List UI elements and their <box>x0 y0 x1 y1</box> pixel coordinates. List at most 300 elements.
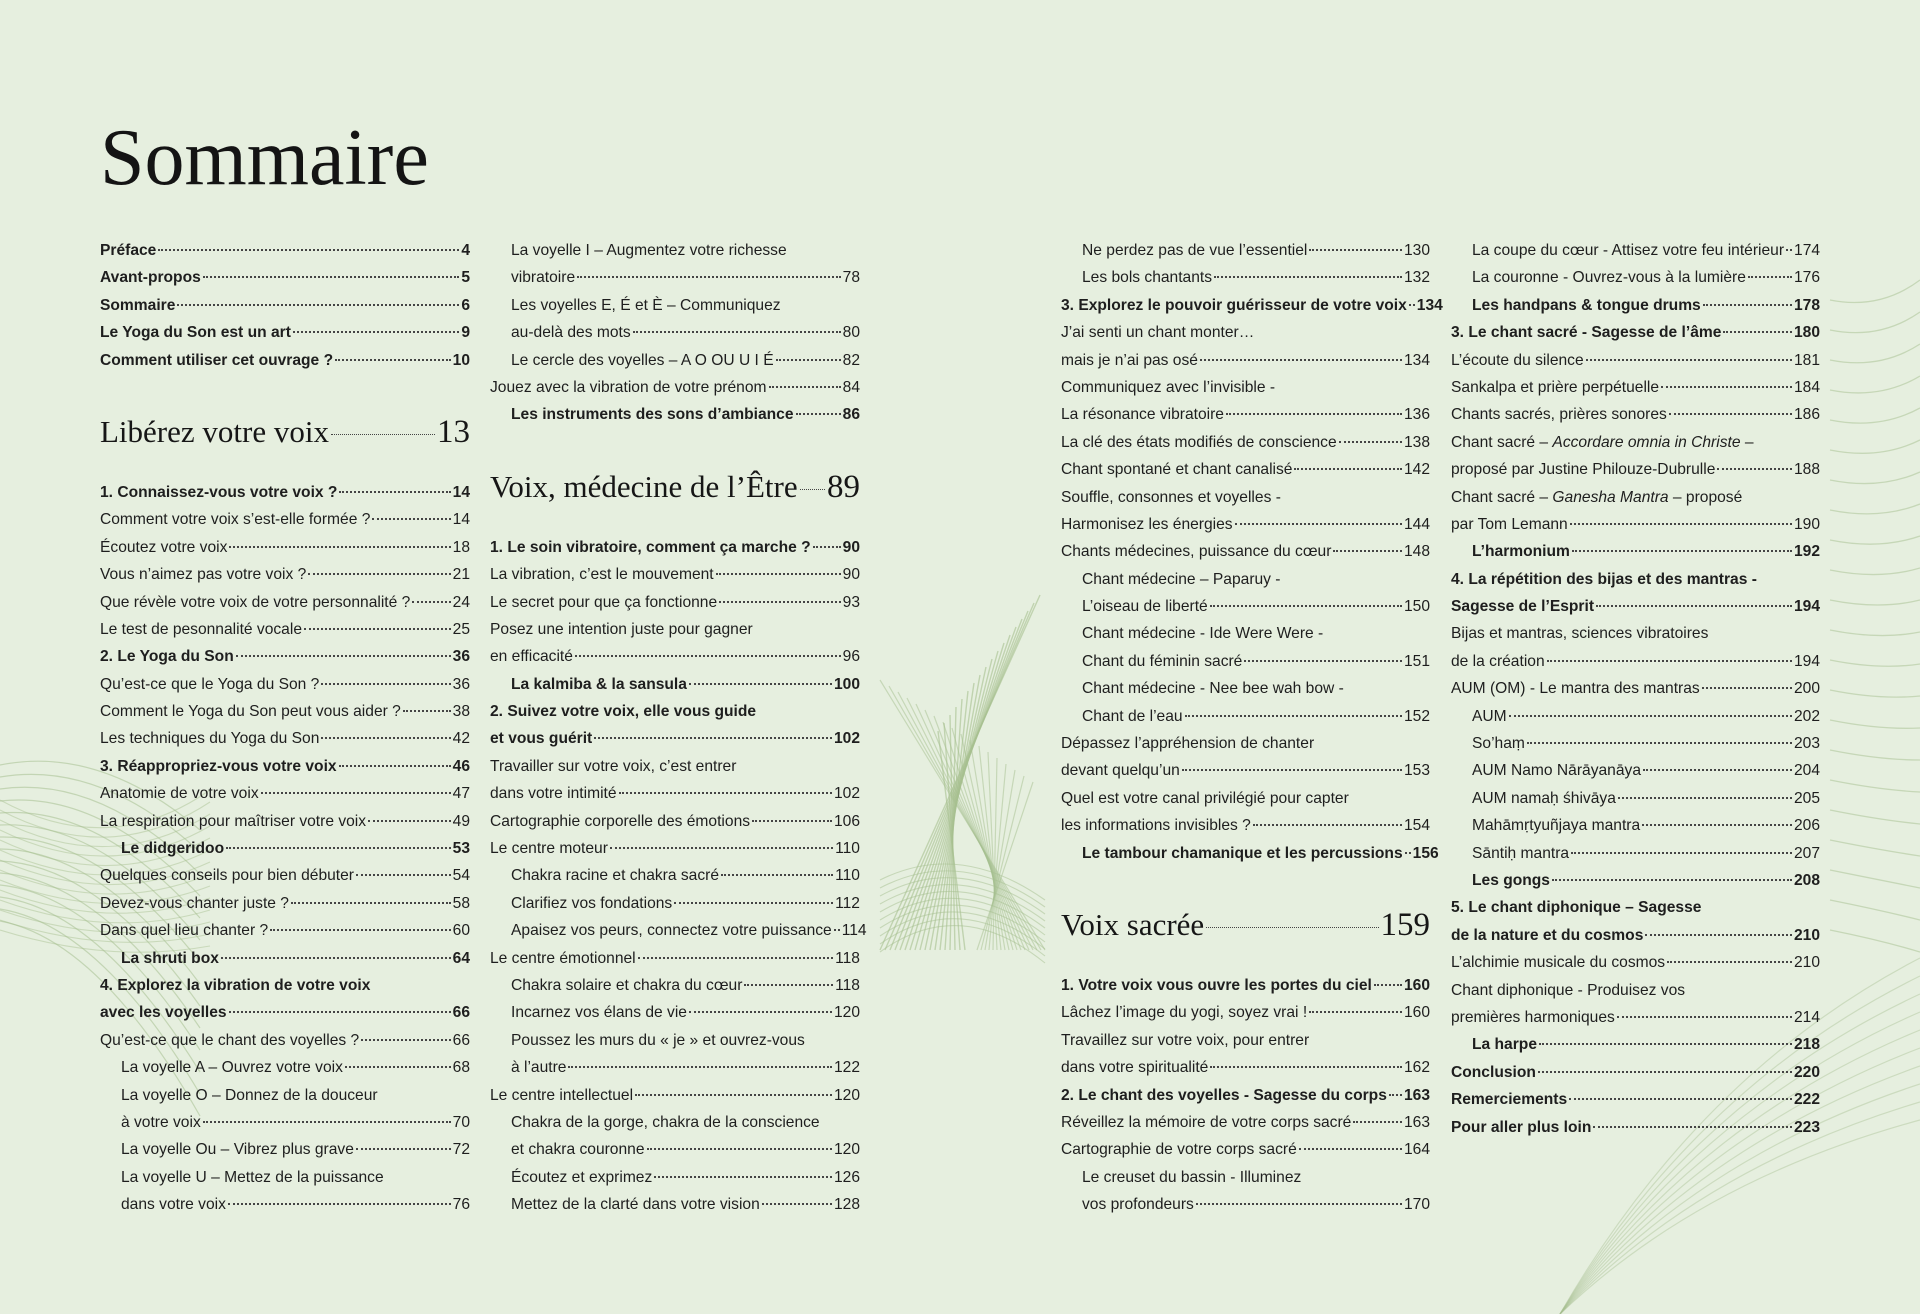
toc-entry-title: Cartographie de votre corps sacré <box>1061 1141 1297 1159</box>
toc-entry <box>100 1027 470 1054</box>
toc-entry-title: 2. Suivez votre voix, elle vous guide <box>490 703 757 721</box>
toc-entry-title: premières harmoniques <box>1451 1008 1615 1026</box>
leader-dots <box>1617 1016 1792 1018</box>
toc-entry <box>100 479 470 506</box>
toc-entry-title: Le Yoga du Son est un art <box>100 324 291 342</box>
toc-entry <box>1061 1054 1430 1081</box>
toc-entry <box>1451 511 1820 538</box>
toc-entry <box>1061 593 1430 620</box>
toc-entry <box>100 506 470 533</box>
toc-entry <box>1061 511 1430 538</box>
toc-entry <box>1451 593 1820 620</box>
toc-entry-page: 118 <box>835 976 860 994</box>
toc-entry <box>1451 484 1820 511</box>
leader-dots <box>177 304 459 306</box>
toc-entry-page: 25 <box>452 620 470 638</box>
toc-entry-page: 184 <box>1793 378 1820 396</box>
toc-entry-title: L’alchimie musicale du cosmos <box>1451 954 1666 972</box>
toc-entry-page: 96 <box>842 648 860 666</box>
toc-entry-page: 174 <box>1794 242 1821 259</box>
toc-entry <box>490 534 860 561</box>
toc-entry <box>100 808 470 835</box>
toc-entry-title: par Tom Lemann <box>1451 515 1568 533</box>
toc-entry-page: 138 <box>1403 433 1430 451</box>
toc-entry <box>1061 456 1430 483</box>
toc-entry <box>490 1027 860 1054</box>
toc-entry <box>1451 401 1820 428</box>
leader-dots <box>1299 1148 1402 1150</box>
toc-entry <box>1451 292 1820 319</box>
leader-dots <box>1200 359 1402 361</box>
ornament-curve <box>1830 376 1920 393</box>
ornament-curve <box>1830 312 1920 333</box>
toc-entry <box>490 319 860 346</box>
toc-entry-page: 148 <box>1403 543 1430 561</box>
toc-entry-page: 203 <box>1793 735 1820 753</box>
toc-entry-page: 120 <box>833 1141 860 1159</box>
toc-entry <box>490 292 860 319</box>
toc-entry <box>100 237 470 264</box>
toc-entry-title: Les bols chantants <box>1082 269 1213 287</box>
toc-entry-title: Harmonisez les énergies <box>1061 515 1233 533</box>
toc-entry-page: 114 <box>841 922 867 940</box>
toc-entry-title: Cartographie corporelle des émotions <box>490 812 751 830</box>
ornament-curve <box>1830 536 1920 544</box>
toc-entry <box>490 972 860 999</box>
toc-entry <box>1061 812 1430 839</box>
leader-dots <box>1509 715 1792 717</box>
toc-entry <box>490 999 860 1026</box>
toc-entry-page: 64 <box>452 949 470 967</box>
leader-dots <box>1642 824 1792 826</box>
toc-entry-title: La résonance vibratoire <box>1061 406 1224 424</box>
toc-entry-page: 90 <box>842 566 860 584</box>
ornament-curve <box>1830 280 1920 303</box>
leader-dots <box>568 1066 831 1068</box>
toc-section-3-entries <box>1061 972 1430 1219</box>
leader-dots <box>1570 523 1792 525</box>
leader-dots <box>293 331 459 333</box>
toc-entry-page: 4 <box>461 242 470 259</box>
toc-entry-page: 163 <box>1403 1086 1430 1104</box>
toc-entry <box>490 401 860 428</box>
toc-section-3-entries-continued <box>1451 237 1820 1141</box>
toc-entry <box>100 1136 470 1163</box>
toc-entry-title: J’ai senti un chant monter… <box>1061 324 1255 342</box>
toc-entry <box>100 1191 470 1218</box>
leader-dots <box>412 601 450 603</box>
toc-entry-title: Chant médecine - Ide Were Were - <box>1082 625 1324 643</box>
leader-dots <box>719 601 841 603</box>
toc-entry-title: Le centre émotionnel <box>490 949 636 967</box>
toc-entry <box>1061 620 1430 647</box>
ornament-curve <box>1830 930 1920 952</box>
toc-entry-page: 86 <box>842 406 860 424</box>
ornament-line <box>961 734 1009 950</box>
toc-entry-title: L’oiseau de liberté <box>1082 598 1208 616</box>
toc-entry-title: Dépassez l’appréhension de chanter <box>1061 735 1315 753</box>
toc-entry-page: 10 <box>452 351 470 369</box>
leader-dots <box>1723 331 1792 333</box>
leader-dots <box>1409 304 1415 306</box>
toc-entry <box>100 1054 470 1081</box>
leader-dots <box>1333 550 1402 552</box>
toc-entry <box>1451 977 1820 1004</box>
ornament-line <box>880 680 1045 950</box>
toc-entry <box>490 643 860 670</box>
toc-entry-title: La coupe du cœur - Attisez votre feu intérieur <box>1472 242 1785 259</box>
toc-entry <box>490 1191 860 1218</box>
toc-entry-page: 118 <box>835 949 860 967</box>
toc-entry-title: vibratoire <box>511 269 576 287</box>
toc-entry-title: Dans quel lieu chanter ? <box>100 922 269 940</box>
toc-entry <box>100 292 470 319</box>
leader-dots <box>594 737 832 739</box>
toc-entry <box>100 1082 470 1109</box>
leader-dots <box>226 847 451 849</box>
toc-entry <box>1061 1191 1430 1218</box>
leader-dots <box>721 874 833 876</box>
toc-entry-title: les informations invisibles ? <box>1061 817 1251 835</box>
toc-entry-page: 93 <box>842 593 860 611</box>
toc-entry <box>1451 1004 1820 1031</box>
toc-entry <box>1061 1164 1430 1191</box>
leader-dots <box>1226 413 1402 415</box>
toc-entry-page: 218 <box>1793 1036 1820 1054</box>
toc-entry-title: Que révèle votre voix de votre personnalité ? <box>100 593 411 611</box>
toc-entry-title: et chakra couronne <box>511 1141 645 1159</box>
section-heading: Libérez votre voix 13 <box>100 413 470 450</box>
leader-dots <box>654 1176 832 1178</box>
leader-dots <box>1717 468 1792 470</box>
toc-entry-title: Le centre intellectuel <box>490 1086 634 1104</box>
toc-entry <box>490 725 860 752</box>
toc-entry <box>490 561 860 588</box>
toc-entry-page: 153 <box>1403 762 1430 780</box>
toc-entry-title: avec les voyelles <box>100 1004 227 1022</box>
leader-dots <box>577 276 841 278</box>
leader-dots <box>372 518 450 520</box>
toc-entry-page: 210 <box>1793 926 1820 944</box>
toc-entry-page: 38 <box>452 703 470 721</box>
toc-entry-title: Chant de l’eau <box>1082 707 1183 725</box>
toc-entry-title: dans votre spiritualité <box>1061 1059 1209 1077</box>
leader-dots <box>1569 1098 1792 1100</box>
toc-entry-page: 47 <box>452 785 470 803</box>
toc-entry-title: Mettez de la clarté dans votre vision <box>511 1196 760 1214</box>
toc-entry <box>490 890 860 917</box>
toc-entry-page: 46 <box>452 757 470 775</box>
toc-entry-title: Incarnez vos élans de vie <box>511 1004 687 1022</box>
ornament-curve <box>1830 568 1920 575</box>
toc-entry-page: 6 <box>461 296 470 314</box>
toc-entry <box>1061 648 1430 675</box>
toc-entry <box>100 1109 470 1136</box>
toc-column-3 <box>1061 237 1443 1219</box>
toc-entry-page: 76 <box>452 1196 470 1214</box>
toc-entry-title: 5. Le chant diphonique – Sagesse <box>1451 899 1702 917</box>
ornament-curve <box>1830 900 1920 920</box>
toc-entry-page: 78 <box>842 269 860 287</box>
toc-entry <box>100 616 470 643</box>
toc-entry-title: Pour aller plus loin <box>1451 1118 1592 1136</box>
leader-dots <box>689 1011 832 1013</box>
leader-dots <box>1235 523 1402 525</box>
leader-dots <box>270 929 450 931</box>
toc-entry-title: Chant médecine - Nee bee wah bow - <box>1082 680 1344 698</box>
toc-entry <box>1451 237 1820 264</box>
page-title: Sommaire <box>100 114 429 202</box>
leader-dots <box>339 491 450 493</box>
toc-entry-title: Chakra racine et chakra sacré <box>511 867 720 885</box>
toc-entry-page: 132 <box>1403 269 1430 287</box>
toc-entry-title: Conclusion <box>1451 1063 1536 1081</box>
toc-entry <box>100 264 470 291</box>
toc-entry-title: AUM Namo Nārāyanāya <box>1472 762 1641 780</box>
toc-entry <box>100 561 470 588</box>
toc-entry-page: 136 <box>1403 406 1430 424</box>
toc-entry-title: Le cercle des voyelles – A O OU U I É <box>511 351 774 369</box>
leader-dots <box>361 1039 450 1041</box>
leader-dots <box>1645 934 1792 936</box>
toc-entry-page: 181 <box>1793 351 1820 369</box>
toc-entry-page: 120 <box>833 1004 860 1022</box>
toc-entry-page: 194 <box>1793 598 1820 616</box>
toc-entry-page: 210 <box>1793 954 1820 972</box>
leader-dots <box>1538 1071 1792 1073</box>
toc-entry <box>1451 1114 1820 1141</box>
toc-entry <box>490 347 860 374</box>
toc-entry <box>100 1164 470 1191</box>
toc-entry-title: Communiquez avec l’invisible - <box>1061 378 1276 396</box>
toc-entry-title: de la nature et du cosmos <box>1451 926 1644 944</box>
toc-entry <box>100 319 470 346</box>
toc-entry <box>100 698 470 725</box>
toc-entry-title: Bijas et mantras, sciences vibratoires <box>1451 625 1709 643</box>
toc-entry <box>100 890 470 917</box>
leader-dots <box>1196 1203 1402 1205</box>
leader-dots <box>674 902 833 904</box>
toc-entry-title: Les handpans & tongue drums <box>1472 296 1701 314</box>
toc-entry <box>100 347 470 374</box>
leader-dots <box>647 1148 832 1150</box>
toc-entry-title: Qu’est-ce que le chant des voyelles ? <box>100 1031 360 1049</box>
toc-entry <box>1451 840 1820 867</box>
toc-entry <box>1451 730 1820 757</box>
toc-entry-title: Chakra solaire et chakra du cœur <box>511 976 743 994</box>
toc-entry-title: Le creuset du bassin - Illuminez <box>1082 1168 1302 1186</box>
toc-entry <box>100 972 470 999</box>
toc-entry-title: Sāntiḥ mantra <box>1472 844 1570 862</box>
toc-entry <box>1451 757 1820 784</box>
toc-entry-page: 204 <box>1793 762 1820 780</box>
leader-dots <box>1667 961 1792 963</box>
toc-entry-page: 152 <box>1403 707 1430 725</box>
toc-entry-title: La voyelle A – Ouvrez votre voix <box>121 1059 343 1077</box>
leader-dots <box>236 655 451 657</box>
toc-entry <box>490 780 860 807</box>
toc-entry-page: 9 <box>461 324 470 342</box>
toc-section-1-entries <box>100 479 470 1219</box>
leader-dots <box>321 737 450 739</box>
leader-dots <box>1786 249 1792 251</box>
toc-entry <box>1451 264 1820 291</box>
toc-entry-title: La harpe <box>1472 1036 1537 1054</box>
toc-entry-page: 134 <box>1403 351 1430 369</box>
leader-dots <box>203 1121 451 1123</box>
toc-entry-page: 36 <box>452 648 470 666</box>
toc-entry <box>100 999 470 1026</box>
toc-entry-title: L’harmonium <box>1472 543 1570 561</box>
ornament-curve <box>1830 660 1920 666</box>
leader-dots <box>619 792 832 794</box>
toc-entry-title: Remerciements <box>1451 1091 1568 1109</box>
toc-entry-title: vos profondeurs <box>1082 1196 1194 1214</box>
ornament-curve <box>880 871 1045 907</box>
toc-section-1-entries-continued <box>490 237 860 429</box>
toc-entry-page: 36 <box>452 675 470 693</box>
leader-dots <box>1353 1121 1402 1123</box>
toc-entry-title-continued: – proposé <box>1668 488 1743 506</box>
toc-entry-title: La voyelle Ou – Vibrez plus grave <box>121 1141 354 1159</box>
toc-entry-page: 72 <box>452 1141 470 1159</box>
toc-entry-title: Les gongs <box>1472 871 1550 889</box>
toc-entry-title: Chant sacré – <box>1451 433 1553 451</box>
leader-dots <box>1703 304 1792 306</box>
toc-entry-page: 160 <box>1403 1004 1430 1022</box>
toc-entry-title: Poussez les murs du « je » et ouvrez-vous <box>511 1031 805 1049</box>
toc-entry-page: 163 <box>1403 1113 1430 1131</box>
toc-column-1 <box>100 237 470 1219</box>
toc-entry-title: 1. Votre voix vous ouvre les portes du ciel <box>1061 976 1372 994</box>
toc-column-2 <box>490 237 867 1219</box>
toc-entry-page: 58 <box>452 894 470 912</box>
leader-dots <box>403 710 451 712</box>
toc-entry <box>1451 812 1820 839</box>
leader-dots <box>1244 660 1402 662</box>
toc-entry-italic-title: Ganesha Mantra <box>1552 488 1669 506</box>
toc-entry-title: 3. Réappropriez-vous votre voix <box>100 757 337 775</box>
toc-entry-title: Lâchez l’image du yogi, soyez vrai ! <box>1061 1004 1308 1022</box>
leader-dots <box>291 902 451 904</box>
toc-entry <box>100 780 470 807</box>
toc-entry-title: Posez une intention juste pour gagner <box>490 620 753 638</box>
toc-entry <box>490 698 860 725</box>
toc-entry-page: 180 <box>1793 324 1820 342</box>
ornament-curve <box>1830 440 1920 453</box>
toc-entry-title: So’haṃ <box>1472 735 1525 753</box>
toc-entry <box>1061 1027 1430 1054</box>
leader-dots <box>716 573 841 575</box>
toc-entry-page: 102 <box>833 785 860 803</box>
toc-entry-page: 100 <box>833 675 860 693</box>
toc-entry <box>490 917 867 944</box>
toc-entry-title: Apaisez vos peurs, connectez votre puissance <box>511 922 832 940</box>
leader-dots <box>633 331 841 333</box>
toc-entry-page: 66 <box>452 1031 470 1049</box>
ornament-curve <box>1830 600 1920 605</box>
toc-entry <box>1061 730 1430 757</box>
leader-dots <box>1552 879 1792 881</box>
toc-entry <box>1061 757 1430 784</box>
toc-entry <box>490 374 860 401</box>
toc-entry-title: Ne perdez pas de vue l’essentiel <box>1082 242 1308 259</box>
toc-entry <box>100 835 470 862</box>
leader-dots <box>1309 249 1402 251</box>
ornament-curve <box>1830 720 1920 728</box>
toc-entry-title: Comment utiliser cet ouvrage ? <box>100 351 334 369</box>
toc-entry-title: mais je n’ai pas osé <box>1061 351 1198 369</box>
toc-entry-page: 142 <box>1403 461 1430 479</box>
toc-entry <box>1061 972 1430 999</box>
leader-dots <box>752 820 832 822</box>
toc-entry-page: 151 <box>1403 652 1430 670</box>
ornament-curve <box>1830 780 1920 792</box>
leader-dots <box>1339 441 1402 443</box>
ornament-curve <box>1560 1120 1920 1314</box>
toc-entry-title: Préface <box>100 242 157 259</box>
toc-entry-title: Mahāmṛtyuñjaya mantra <box>1472 817 1641 835</box>
toc-entry-title: Le test de pesonnalité vocale <box>100 620 302 638</box>
leader-dots <box>1748 276 1792 278</box>
toc-entry-title: La respiration pour maîtriser votre voix <box>100 812 367 830</box>
leader-dots <box>1596 605 1792 607</box>
toc-entry-page: 150 <box>1403 598 1430 616</box>
toc-entry-title: 3. Le chant sacré - Sagesse de l’âme <box>1451 324 1722 342</box>
toc-entry-page: 60 <box>452 922 470 940</box>
toc-entry <box>1451 429 1820 456</box>
toc-entry-page: 130 <box>1403 242 1430 259</box>
toc-entry-page: 90 <box>842 538 860 556</box>
toc-entry-title: 2. Le Yoga du Son <box>100 648 234 666</box>
toc-entry <box>100 671 470 698</box>
toc-entry-italic-title: Accordare omnia in Christe <box>1552 433 1741 451</box>
ornament-curve <box>1830 504 1920 514</box>
toc-entry-page: 192 <box>1793 543 1820 561</box>
leader-dots <box>158 249 459 251</box>
toc-entry-title: dans votre voix <box>121 1196 226 1214</box>
toc-entry <box>1451 867 1820 894</box>
toc-entry-title: 1. Le soin vibratoire, comment ça marche ? <box>490 538 811 556</box>
toc-entry-title: de la création <box>1451 652 1545 670</box>
toc-entry <box>100 725 470 752</box>
toc-entry <box>1451 648 1820 675</box>
toc-entry-title: Quelques conseils pour bien débuter <box>100 867 354 885</box>
toc-entry-title: La voyelle O – Donnez de la douceur <box>121 1086 378 1104</box>
toc-entry <box>490 753 860 780</box>
toc-entry <box>100 753 470 780</box>
toc-entry <box>1061 1082 1430 1109</box>
toc-entry-page: 102 <box>833 730 860 748</box>
toc-entry-page: 200 <box>1793 680 1820 698</box>
toc-entry-page: 128 <box>833 1196 860 1214</box>
toc-entry <box>100 643 470 670</box>
toc-entry-title: Écoutez votre voix <box>100 538 228 556</box>
leader-dots <box>813 546 841 548</box>
toc-entry <box>1061 1136 1430 1163</box>
toc-entry-title: et vous guérit <box>490 730 593 748</box>
toc-entry-page: 14 <box>452 483 470 501</box>
toc-entry <box>1451 922 1820 949</box>
toc-entry <box>1061 538 1430 565</box>
leader-dots <box>1294 468 1401 470</box>
leader-dots <box>575 655 841 657</box>
toc-entry-page: 207 <box>1793 844 1820 862</box>
toc-entry-title: Travailler sur votre voix, c’est entrer <box>490 757 737 775</box>
toc-entry-page: 66 <box>452 1004 470 1022</box>
toc-entry-title: Les voyelles E, É et È – Communiquez <box>511 296 781 314</box>
ornament-curve <box>1830 810 1920 824</box>
